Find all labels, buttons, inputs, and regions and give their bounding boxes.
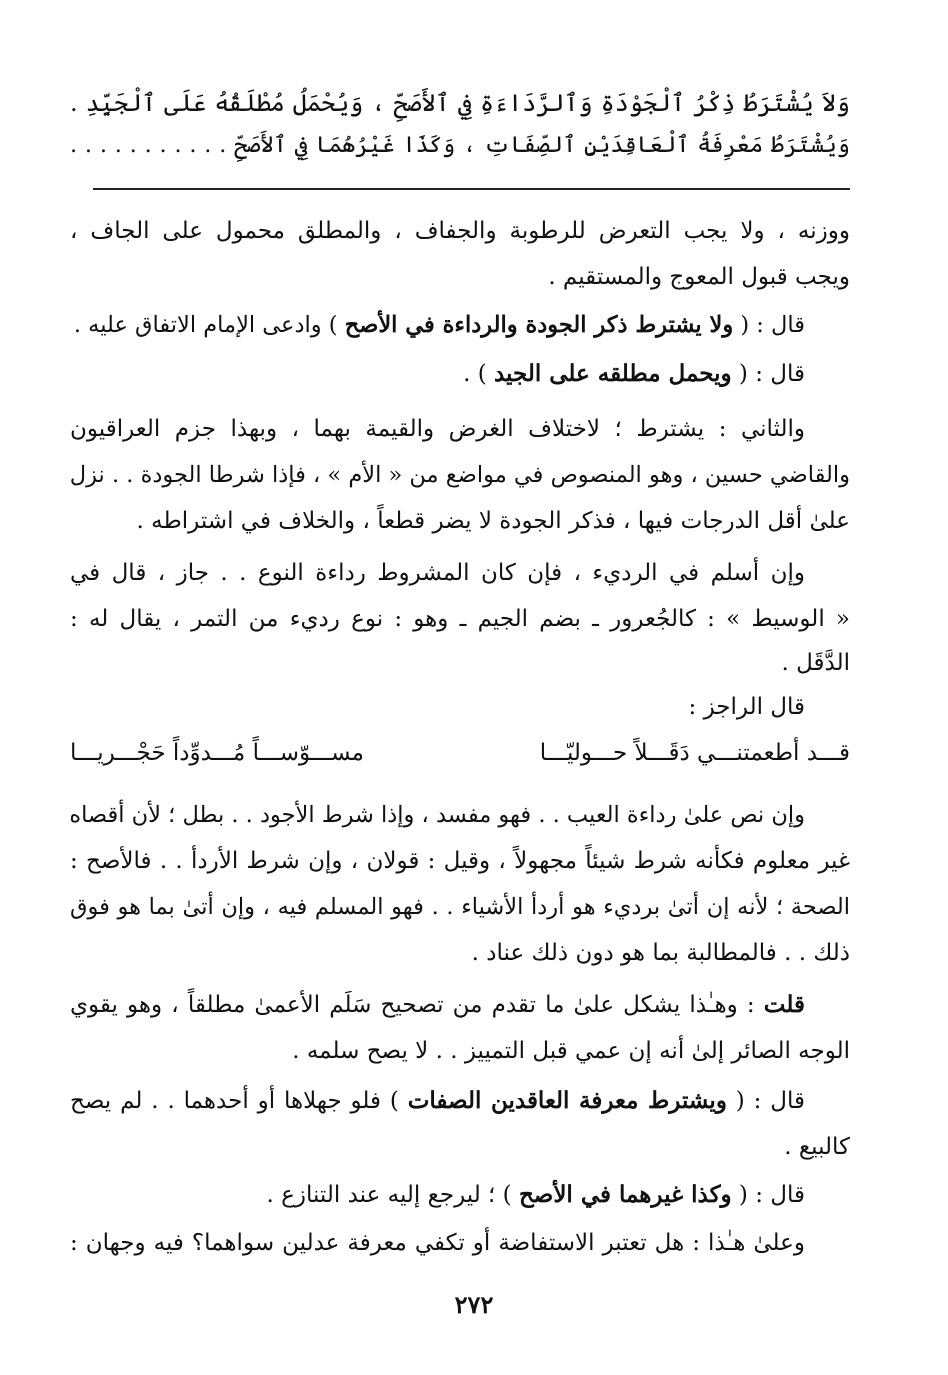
poem-verse bbox=[70, 730, 850, 776]
commentary-line: والثاني : يشترط ؛ لاختلاف الغرض والقيمة بهما ، وبهذا جزم العراقيون bbox=[70, 416, 805, 442]
qultu-marker: قلت bbox=[763, 991, 805, 1018]
matn-line-1: وَلاَ يُشْتَرَطُ ذِكْرُ ٱلْجَوْدَةِ وَٱلرَّدَاءَةِ فِي ٱلأَصَحِّ ، وَيُحْمَلُ مُطْلَقُهُ عَلَى ٱلْجَيِّدِ . bbox=[70, 89, 850, 117]
commentary-line: قال الراجز : bbox=[688, 694, 805, 720]
commentary-line: ووزنه ، ولا يجب التعرض للرطوبة والجفاف ، والمطلق محمول على الجاف ، bbox=[70, 218, 850, 244]
poem-hemistich-2: مســـوّســـاً مُـــدوِّداً حَجْـــريـــا bbox=[70, 740, 364, 766]
matn-line-2: وَيُشْتَرَطُ مَعْرِفَةُ ٱلْعَاقِدَيْنِ ٱلصِّفَاتِ ، وَكَذَا غَيْرُهُمَا فِي ٱلأَصَحِّ . . . . . . . . . . . bbox=[70, 132, 850, 158]
commentary-line: والقاضي حسين ، وهو المنصوص في مواضع من « الأم » ، فإذا شرطا الجودة . . نزل bbox=[69, 462, 850, 488]
commentary-line: الدَّقَل . bbox=[781, 650, 850, 676]
commentary-line: وإن نص علىٰ رداءة العيب . . فهو مفسد ، وإذا شرط الأجود . . بطل ؛ لأن أقصاه bbox=[69, 802, 805, 828]
commentary-line: ذلك . . فالمطالبة بما هو دون ذلك عناد . bbox=[471, 940, 850, 966]
commentary-line: كالبيع . bbox=[784, 1134, 850, 1160]
quote-line: قال : ( ويحمل مطلقه على الجيد ) . bbox=[463, 360, 805, 387]
quote-line: قال : ( ويشترط معرفة العاقدين الصفات ) فلو جهلاها أو أحدهما . . لم يصح bbox=[70, 1087, 805, 1114]
commentary-line: الصحة ؛ لأنه إن أتىٰ برديء هو أردأ الأشياء . . فهو المسلم فيه ، وإن أتىٰ بما هو فوق bbox=[70, 894, 850, 920]
commentary-line: علىٰ أقل الدرجات فيها ، فذكر الجودة لا يضر قطعاً ، والخلاف في اشتراطه . bbox=[136, 508, 850, 534]
commentary-line: قلت : وهـٰذا يشكل علىٰ ما تقدم من تصحيح سَلَم الأعمىٰ مطلقاً ، وهو يقوي bbox=[70, 991, 805, 1018]
commentary-line: ويجب قبول المعوج والمستقيم . bbox=[548, 264, 850, 290]
commentary-line: وعلىٰ هـٰذا : هل تعتبر الاستفاضة أو تكفي معرفة عدلين سواهما؟ فيه وجهان : bbox=[70, 1230, 805, 1256]
quote-line: قال : ( وكذا غيرهما في الأصح ) ؛ ليرجع إليه عند التنازع . bbox=[266, 1181, 805, 1208]
page-number: ٢٧٢ bbox=[454, 1290, 494, 1319]
quote-line: قال : ( ولا يشترط ذكر الجودة والرداءة في الأصح ) وادعى الإمام الاتفاق عليه . bbox=[73, 312, 805, 338]
separator-rule bbox=[93, 188, 850, 190]
commentary-line: وإن أسلم في الرديء ، فإن كان المشروط رداءة النوع . . جاز ، قال في bbox=[70, 560, 805, 586]
poem-hemistich-1: قـــد أطعمتنـــي دَقَـــلاً حـــوليّـــا bbox=[539, 740, 850, 766]
commentary-line: غير معلوم فكأنه شرط شيئاً مجهولاً ، وقيل : قولان ، وإن شرط الأردأ . . فالأصح : bbox=[70, 848, 850, 874]
commentary-line: الوجه الصائر إلىٰ أنه إن عمي قبل التمييز . . لا يصح سلمه . bbox=[292, 1038, 850, 1064]
commentary-line: « الوسيط » : كالجُعرور ـ بضم الجيم ـ وهو : نوع رديء من التمر ، يقال له : bbox=[70, 606, 850, 632]
